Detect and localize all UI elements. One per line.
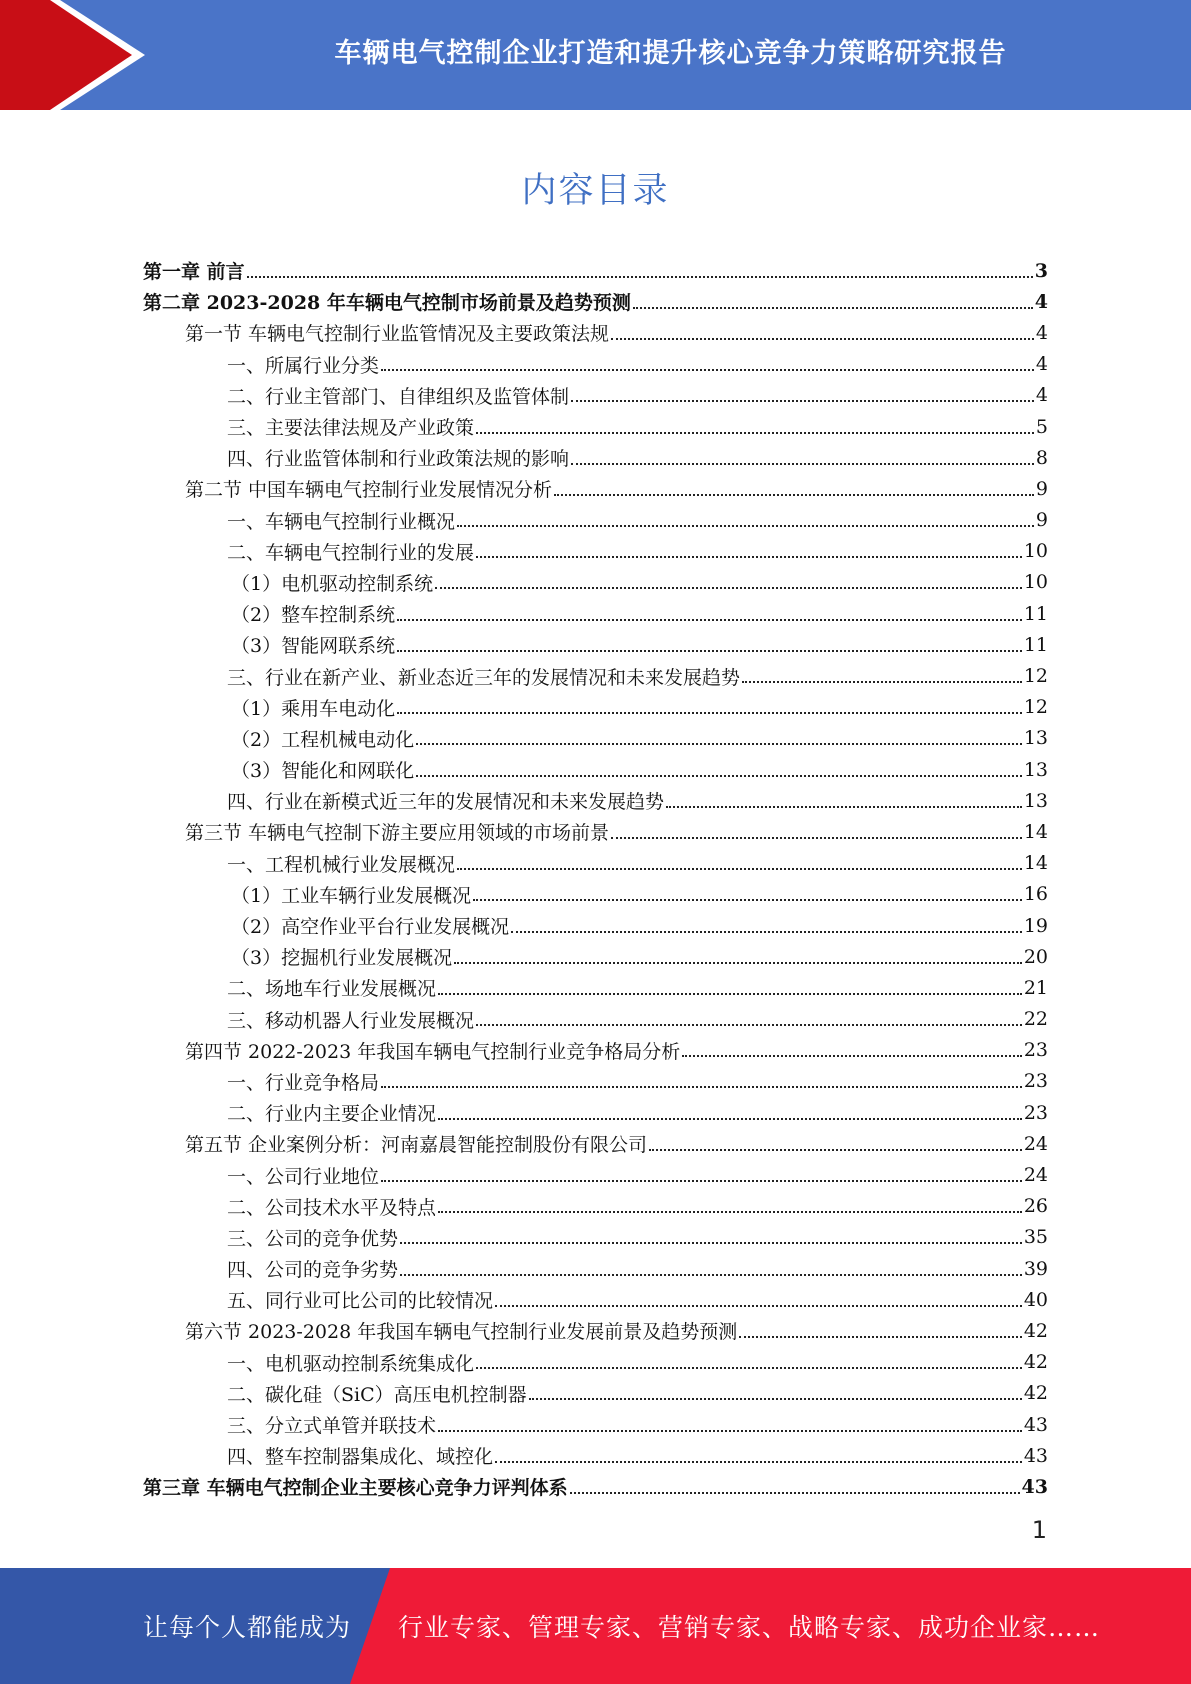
- toc-entry-page: 11: [1023, 602, 1048, 625]
- toc-entry[interactable]: [143, 1440, 1048, 1471]
- dot-leader: [400, 1242, 1022, 1244]
- toc-entry-page: 10: [1023, 540, 1048, 563]
- toc-entry-title: （1）乘用车电动化: [231, 697, 396, 720]
- dot-leader: [495, 1305, 1022, 1307]
- toc-entry-page: 43: [1021, 1475, 1048, 1498]
- toc-entry-title: （3）智能化和网联化: [231, 760, 415, 783]
- dot-leader: [633, 307, 1033, 309]
- toc-entry-title: 四、公司的竞争劣势: [227, 1259, 399, 1282]
- toc-entry-title: 第二节 中国车辆电气控制行业发展情况分析: [185, 479, 553, 502]
- header-banner: [0, 0, 1191, 110]
- toc-entry-page: 4: [1035, 353, 1048, 376]
- toc-entry-title: 二、碳化硅（SiC）高压电机控制器: [227, 1383, 527, 1406]
- toc-entry-title: （2）高空作业平台行业发展概况: [231, 916, 510, 939]
- toc-entry-title: （1）电机驱动控制系统: [231, 572, 434, 595]
- toc-entry-page: 12: [1023, 665, 1048, 688]
- toc-entry[interactable]: [143, 598, 1048, 629]
- toc-entry[interactable]: [143, 1159, 1048, 1190]
- toc-entry[interactable]: [143, 1253, 1048, 1284]
- toc-entry[interactable]: [143, 1004, 1048, 1035]
- dot-leader: [571, 463, 1034, 465]
- toc-entry-title: 第五节 企业案例分析：河南嘉晨智能控制股份有限公司: [185, 1134, 648, 1157]
- toc-entry-page: 39: [1023, 1257, 1048, 1280]
- toc-entry[interactable]: [143, 972, 1048, 1003]
- dot-leader: [397, 650, 1022, 652]
- dot-leader: [381, 1180, 1022, 1182]
- toc-entry-page: 23: [1023, 1101, 1048, 1124]
- toc-entry[interactable]: [143, 473, 1048, 504]
- dot-leader: [495, 1461, 1022, 1463]
- dot-leader: [476, 556, 1022, 558]
- toc-entry-page: 16: [1023, 883, 1048, 906]
- toc-entry-page: 43: [1023, 1444, 1048, 1467]
- toc-entry-title: 一、行业竞争格局: [227, 1071, 380, 1094]
- toc-entry-page: 4: [1035, 384, 1048, 407]
- toc-entry-page: 13: [1023, 727, 1048, 750]
- toc-entry-title: 四、行业在新模式近三年的发展情况和未来发展趋势: [227, 791, 665, 814]
- toc-entry[interactable]: [143, 660, 1048, 691]
- toc-entry-page: 23: [1023, 1070, 1048, 1093]
- toc-entry-page: 13: [1023, 789, 1048, 812]
- toc-entry-title: 二、公司技术水平及特点: [227, 1196, 437, 1219]
- toc-entry-page: 8: [1035, 446, 1048, 469]
- toc-entry-title: 四、整车控制器集成化、域控化: [227, 1446, 494, 1469]
- dot-leader: [416, 743, 1022, 745]
- toc-entry-title: 三、公司的竞争优势: [227, 1227, 399, 1250]
- toc-entry-title: （1）工业车辆行业发展概况: [231, 884, 472, 907]
- toc-entry-page: 5: [1035, 415, 1048, 438]
- toc-entry[interactable]: [143, 286, 1048, 317]
- document-title: 车辆电气控制企业打造和提升核心竞争力策略研究报告: [334, 37, 1007, 69]
- page-number: 1: [1031, 1516, 1047, 1544]
- toc-entry-title: （3）智能网联系统: [231, 635, 396, 658]
- dot-leader: [511, 931, 1022, 933]
- toc-entry[interactable]: [143, 567, 1048, 598]
- toc-entry-page: 24: [1023, 1132, 1048, 1155]
- toc-entry[interactable]: [143, 816, 1048, 847]
- toc-entry-title: 一、工程机械行业发展概况: [227, 853, 456, 876]
- toc-entry[interactable]: [143, 255, 1048, 286]
- toc-entry[interactable]: [143, 723, 1048, 754]
- dot-leader: [666, 806, 1022, 808]
- dot-leader: [247, 276, 1033, 278]
- toc-entry-page: 10: [1023, 571, 1048, 594]
- dot-leader: [438, 1118, 1022, 1120]
- toc-entry-page: 40: [1023, 1288, 1048, 1311]
- toc-entry-page: 42: [1023, 1351, 1048, 1374]
- toc-entry[interactable]: [143, 411, 1048, 442]
- toc-entry[interactable]: [143, 879, 1048, 910]
- dot-leader: [611, 338, 1034, 340]
- toc-entry-title: 三、分立式单管并联技术: [227, 1415, 437, 1438]
- toc-entry[interactable]: [143, 1315, 1048, 1346]
- toc-entry[interactable]: [143, 1097, 1048, 1128]
- dot-leader: [649, 1149, 1022, 1151]
- toc-entry-title: 一、车辆电气控制行业概况: [227, 510, 456, 533]
- toc-entry[interactable]: [143, 941, 1048, 972]
- toc-entry-title: 三、主要法律法规及产业政策: [227, 417, 475, 440]
- dot-leader: [476, 1024, 1022, 1026]
- toc-entry-title: 三、行业在新产业、新业态近三年的发展情况和未来发展趋势: [227, 666, 741, 689]
- toc-entry-page: 21: [1023, 976, 1048, 999]
- dot-leader: [457, 525, 1034, 527]
- toc-entry[interactable]: [143, 1471, 1048, 1502]
- toc-entry-page: 9: [1035, 509, 1048, 532]
- toc-entry-title: 第二章 2023-2028 年车辆电气控制市场前景及趋势预测: [143, 292, 631, 315]
- toc-entry-page: 26: [1023, 1195, 1048, 1218]
- toc-entry[interactable]: [143, 629, 1048, 660]
- dot-leader: [381, 369, 1034, 371]
- toc-entry[interactable]: [143, 380, 1048, 411]
- toc-entry-title: 三、移动机器人行业发展概况: [227, 1009, 475, 1032]
- toc-entry[interactable]: [143, 1284, 1048, 1315]
- dot-leader: [435, 587, 1022, 589]
- toc-entry[interactable]: [143, 848, 1048, 879]
- dot-leader: [529, 1398, 1022, 1400]
- toc-entry[interactable]: [143, 1378, 1048, 1409]
- toc-entry[interactable]: [143, 349, 1048, 380]
- dot-leader: [438, 1211, 1022, 1213]
- toc-entry-page: 43: [1023, 1413, 1048, 1436]
- toc-entry-title: 第六节 2023-2028 年我国车辆电气控制行业发展前景及趋势预测: [185, 1321, 738, 1344]
- toc-entry-page: 14: [1023, 852, 1048, 875]
- toc-entry-page: 23: [1023, 1039, 1048, 1062]
- toc-entry[interactable]: [143, 1222, 1048, 1253]
- toc-entry-title: （2）工程机械电动化: [231, 728, 415, 751]
- dot-leader: [742, 681, 1022, 683]
- toc-entry[interactable]: [143, 1128, 1048, 1159]
- toc-entry-page: 4: [1034, 290, 1048, 313]
- toc-entry[interactable]: [143, 785, 1048, 816]
- dot-leader: [416, 775, 1022, 777]
- toc-entry-title: 第四节 2022-2023 年我国车辆电气控制行业竞争格局分析: [185, 1040, 681, 1063]
- toc-entry-title: 五、同行业可比公司的比较情况: [227, 1290, 494, 1313]
- toc-entry[interactable]: [143, 442, 1048, 473]
- dot-leader: [438, 1430, 1022, 1432]
- toc-entry[interactable]: [143, 754, 1048, 785]
- toc-entry[interactable]: [143, 1191, 1048, 1222]
- toc-entry-page: 11: [1023, 633, 1048, 656]
- toc-entry-page: 19: [1023, 914, 1048, 937]
- red-chevron-icon: [0, 0, 150, 110]
- toc-entry-page: 42: [1023, 1319, 1048, 1342]
- toc-entry-title: （3）挖掘机行业发展概况: [231, 947, 453, 970]
- dot-leader: [611, 837, 1022, 839]
- dot-leader: [400, 1274, 1022, 1276]
- toc-entry-page: 35: [1023, 1226, 1048, 1249]
- dot-leader: [571, 400, 1034, 402]
- toc-entry-title: 二、行业主管部门、自律组织及监管体制: [227, 385, 570, 408]
- toc-entry-title: 四、行业监管体制和行业政策法规的影响: [227, 448, 570, 471]
- toc-entry-page: 13: [1023, 758, 1048, 781]
- toc-entry-page: 42: [1023, 1382, 1048, 1405]
- toc-entry-title: 二、场地车行业发展概况: [227, 978, 437, 1001]
- toc-entry-page: 12: [1023, 696, 1048, 719]
- toc-entry-page: 9: [1035, 477, 1048, 500]
- toc-entry[interactable]: [143, 536, 1048, 567]
- toc-entry-title: 第一节 车辆电气控制行业监管情况及主要政策法规: [185, 323, 610, 346]
- toc-entry-title: 二、行业内主要企业情况: [227, 1103, 437, 1126]
- dot-leader: [682, 1055, 1022, 1057]
- toc-entry[interactable]: [143, 910, 1048, 941]
- toc-entry-title: 第三节 车辆电气控制下游主要应用领域的市场前景: [185, 822, 610, 845]
- toc-entry[interactable]: [143, 317, 1048, 348]
- footer-slogan-right: 行业专家、管理专家、营销专家、战略专家、成功企业家……: [398, 1613, 1101, 1642]
- toc-entry[interactable]: [143, 1409, 1048, 1440]
- toc-entry[interactable]: [143, 1066, 1048, 1097]
- toc-entry-title: 一、电机驱动控制系统集成化: [227, 1352, 475, 1375]
- dot-leader: [438, 993, 1022, 995]
- dot-leader: [739, 1336, 1022, 1338]
- toc-entry-page: 14: [1023, 820, 1048, 843]
- toc-entry-title: （2）整车控制系统: [231, 604, 396, 627]
- dot-leader: [397, 712, 1022, 714]
- dot-leader: [570, 1492, 1020, 1494]
- dot-leader: [476, 432, 1034, 434]
- toc-entry-page: 3: [1034, 259, 1048, 282]
- toc-heading: 内容目录: [521, 171, 670, 211]
- toc-entry[interactable]: [143, 692, 1048, 723]
- toc-entry[interactable]: [143, 505, 1048, 536]
- dot-leader: [476, 1367, 1022, 1369]
- dot-leader: [454, 962, 1022, 964]
- dot-leader: [554, 494, 1034, 496]
- dot-leader: [457, 868, 1022, 870]
- dot-leader: [381, 1086, 1022, 1088]
- toc-entry-title: 一、公司行业地位: [227, 1165, 380, 1188]
- toc-entry-title: 二、车辆电气控制行业的发展: [227, 541, 475, 564]
- table-of-contents: [143, 255, 1048, 1503]
- toc-entry[interactable]: [143, 1035, 1048, 1066]
- toc-entry-page: 22: [1023, 1008, 1048, 1031]
- toc-entry-page: 24: [1023, 1164, 1048, 1187]
- footer-banner: [0, 1568, 1191, 1684]
- footer-slogan-left: 让每个人都能成为: [143, 1613, 352, 1642]
- toc-entry-page: 4: [1035, 321, 1048, 344]
- toc-entry-title: 第一章 前言: [143, 261, 245, 284]
- toc-entry-title: 一、所属行业分类: [227, 354, 380, 377]
- toc-entry-title: 第三章 车辆电气控制企业主要核心竞争力评判体系: [143, 1477, 568, 1500]
- dot-leader: [397, 619, 1022, 621]
- dot-leader: [473, 899, 1022, 901]
- toc-entry-page: 20: [1023, 945, 1048, 968]
- toc-entry[interactable]: [143, 1347, 1048, 1378]
